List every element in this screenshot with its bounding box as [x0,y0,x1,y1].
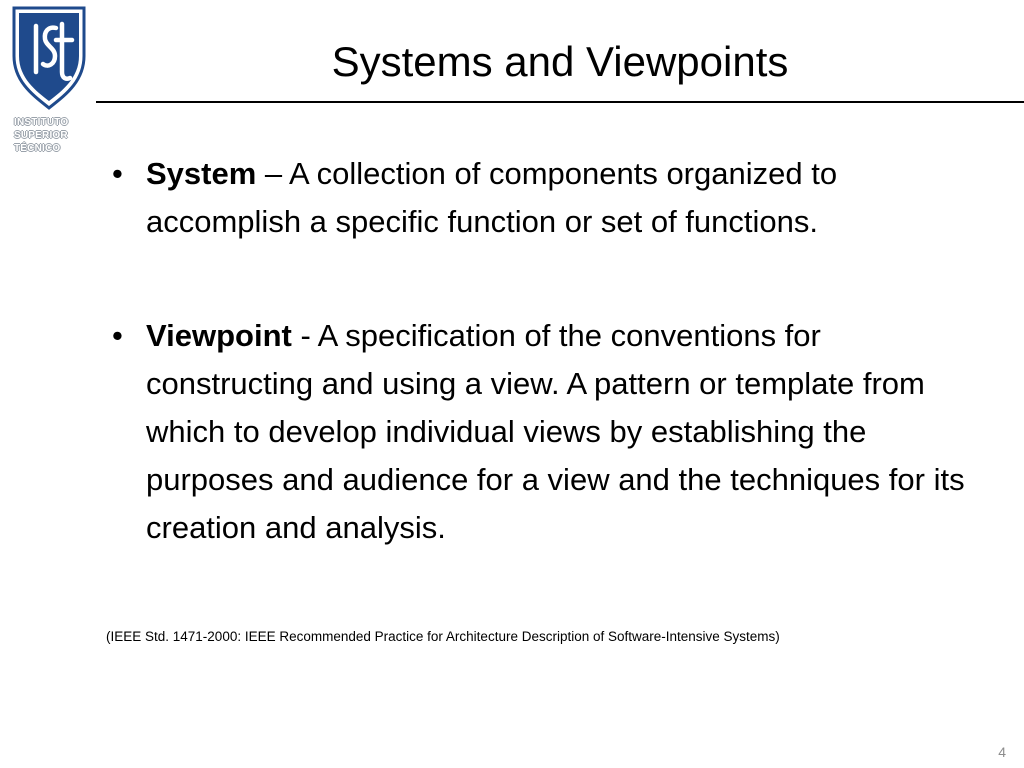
citation: (IEEE Std. 1471-2000: IEEE Recommended Practice for Architecture Description of Software-Intensive Systems) [106,629,780,644]
term-system: System [146,156,257,191]
institution-name [14,116,86,155]
bullet-marker: • [112,156,123,191]
bullet-viewpoint [106,312,986,552]
page-number: 4 [998,744,1006,760]
ist-shield-logo [12,6,86,110]
title-divider [96,101,1024,103]
definition-system: – A collection of components organized to accomplish a specific function or set of functions. [146,156,838,239]
definition-viewpoint: - A specification of the conventions for constructing and using a view. A pattern or template from which to develop individual views by establishing the purposes and audience for a view and the techniques for its creation and analysis. [146,318,965,545]
definition-list [106,150,986,552]
bullet-marker: • [112,318,123,353]
institution-line-2: SUPERIOR [14,130,68,141]
slide-title: Systems and Viewpoints [331,38,789,85]
bullet-system [106,150,986,246]
institution-line-1: INSTITUTO [14,117,69,128]
institution-line-3: TÉCNICO [14,143,61,154]
term-viewpoint: Viewpoint [146,318,292,353]
